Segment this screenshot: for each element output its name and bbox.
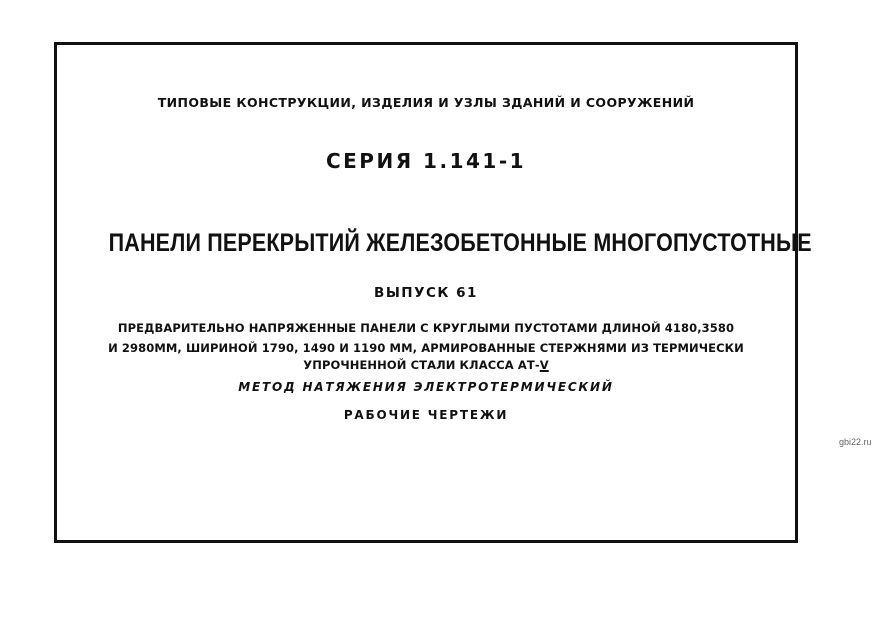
issue-number: ВЫПУСК 61 xyxy=(374,285,478,301)
steel-class-text: УПРОЧНЕННОЙ СТАЛИ КЛАССА АТ- xyxy=(303,358,540,372)
description-line-3 xyxy=(57,358,795,372)
working-drawings-label: РАБОЧИЕ ЧЕРТЕЖИ xyxy=(343,408,509,422)
steel-class-mark: V xyxy=(539,358,549,372)
title-sheet-frame xyxy=(54,42,812,543)
organization-line: ТИПОВЫЕ КОНСТРУКЦИИ, ИЗДЕЛИЯ И УЗЛЫ ЗДАНИЙ И СООРУЖЕНИЙ xyxy=(157,95,695,110)
site-watermark: gbi22.ru xyxy=(839,437,872,447)
series-number: СЕРИЯ 1.141-1 xyxy=(325,149,527,173)
tensioning-method: МЕТОД НАТЯЖЕНИЯ ЭЛЕКТРОТЕРМИЧЕСКИЙ xyxy=(238,380,614,394)
document-title: ПАНЕЛИ ПЕРЕКРЫТИЙ ЖЕЛЕЗОБЕТОННЫЕ МНОГОПУСТОТНЫЕ xyxy=(108,229,812,257)
description-line-1: ПРЕДВАРИТЕЛЬНО НАПРЯЖЕННЫЕ ПАНЕЛИ С КРУГЛЫМИ ПУСТОТАМИ ДЛИНОЙ 4180,3580 xyxy=(117,321,735,335)
description-line-2: И 2980ММ, ШИРИНОЙ 1790, 1490 И 1190 ММ, АРМИРОВАННЫЕ СТЕРЖНЯМИ ИЗ ТЕРМИЧЕСКИ xyxy=(108,341,744,355)
